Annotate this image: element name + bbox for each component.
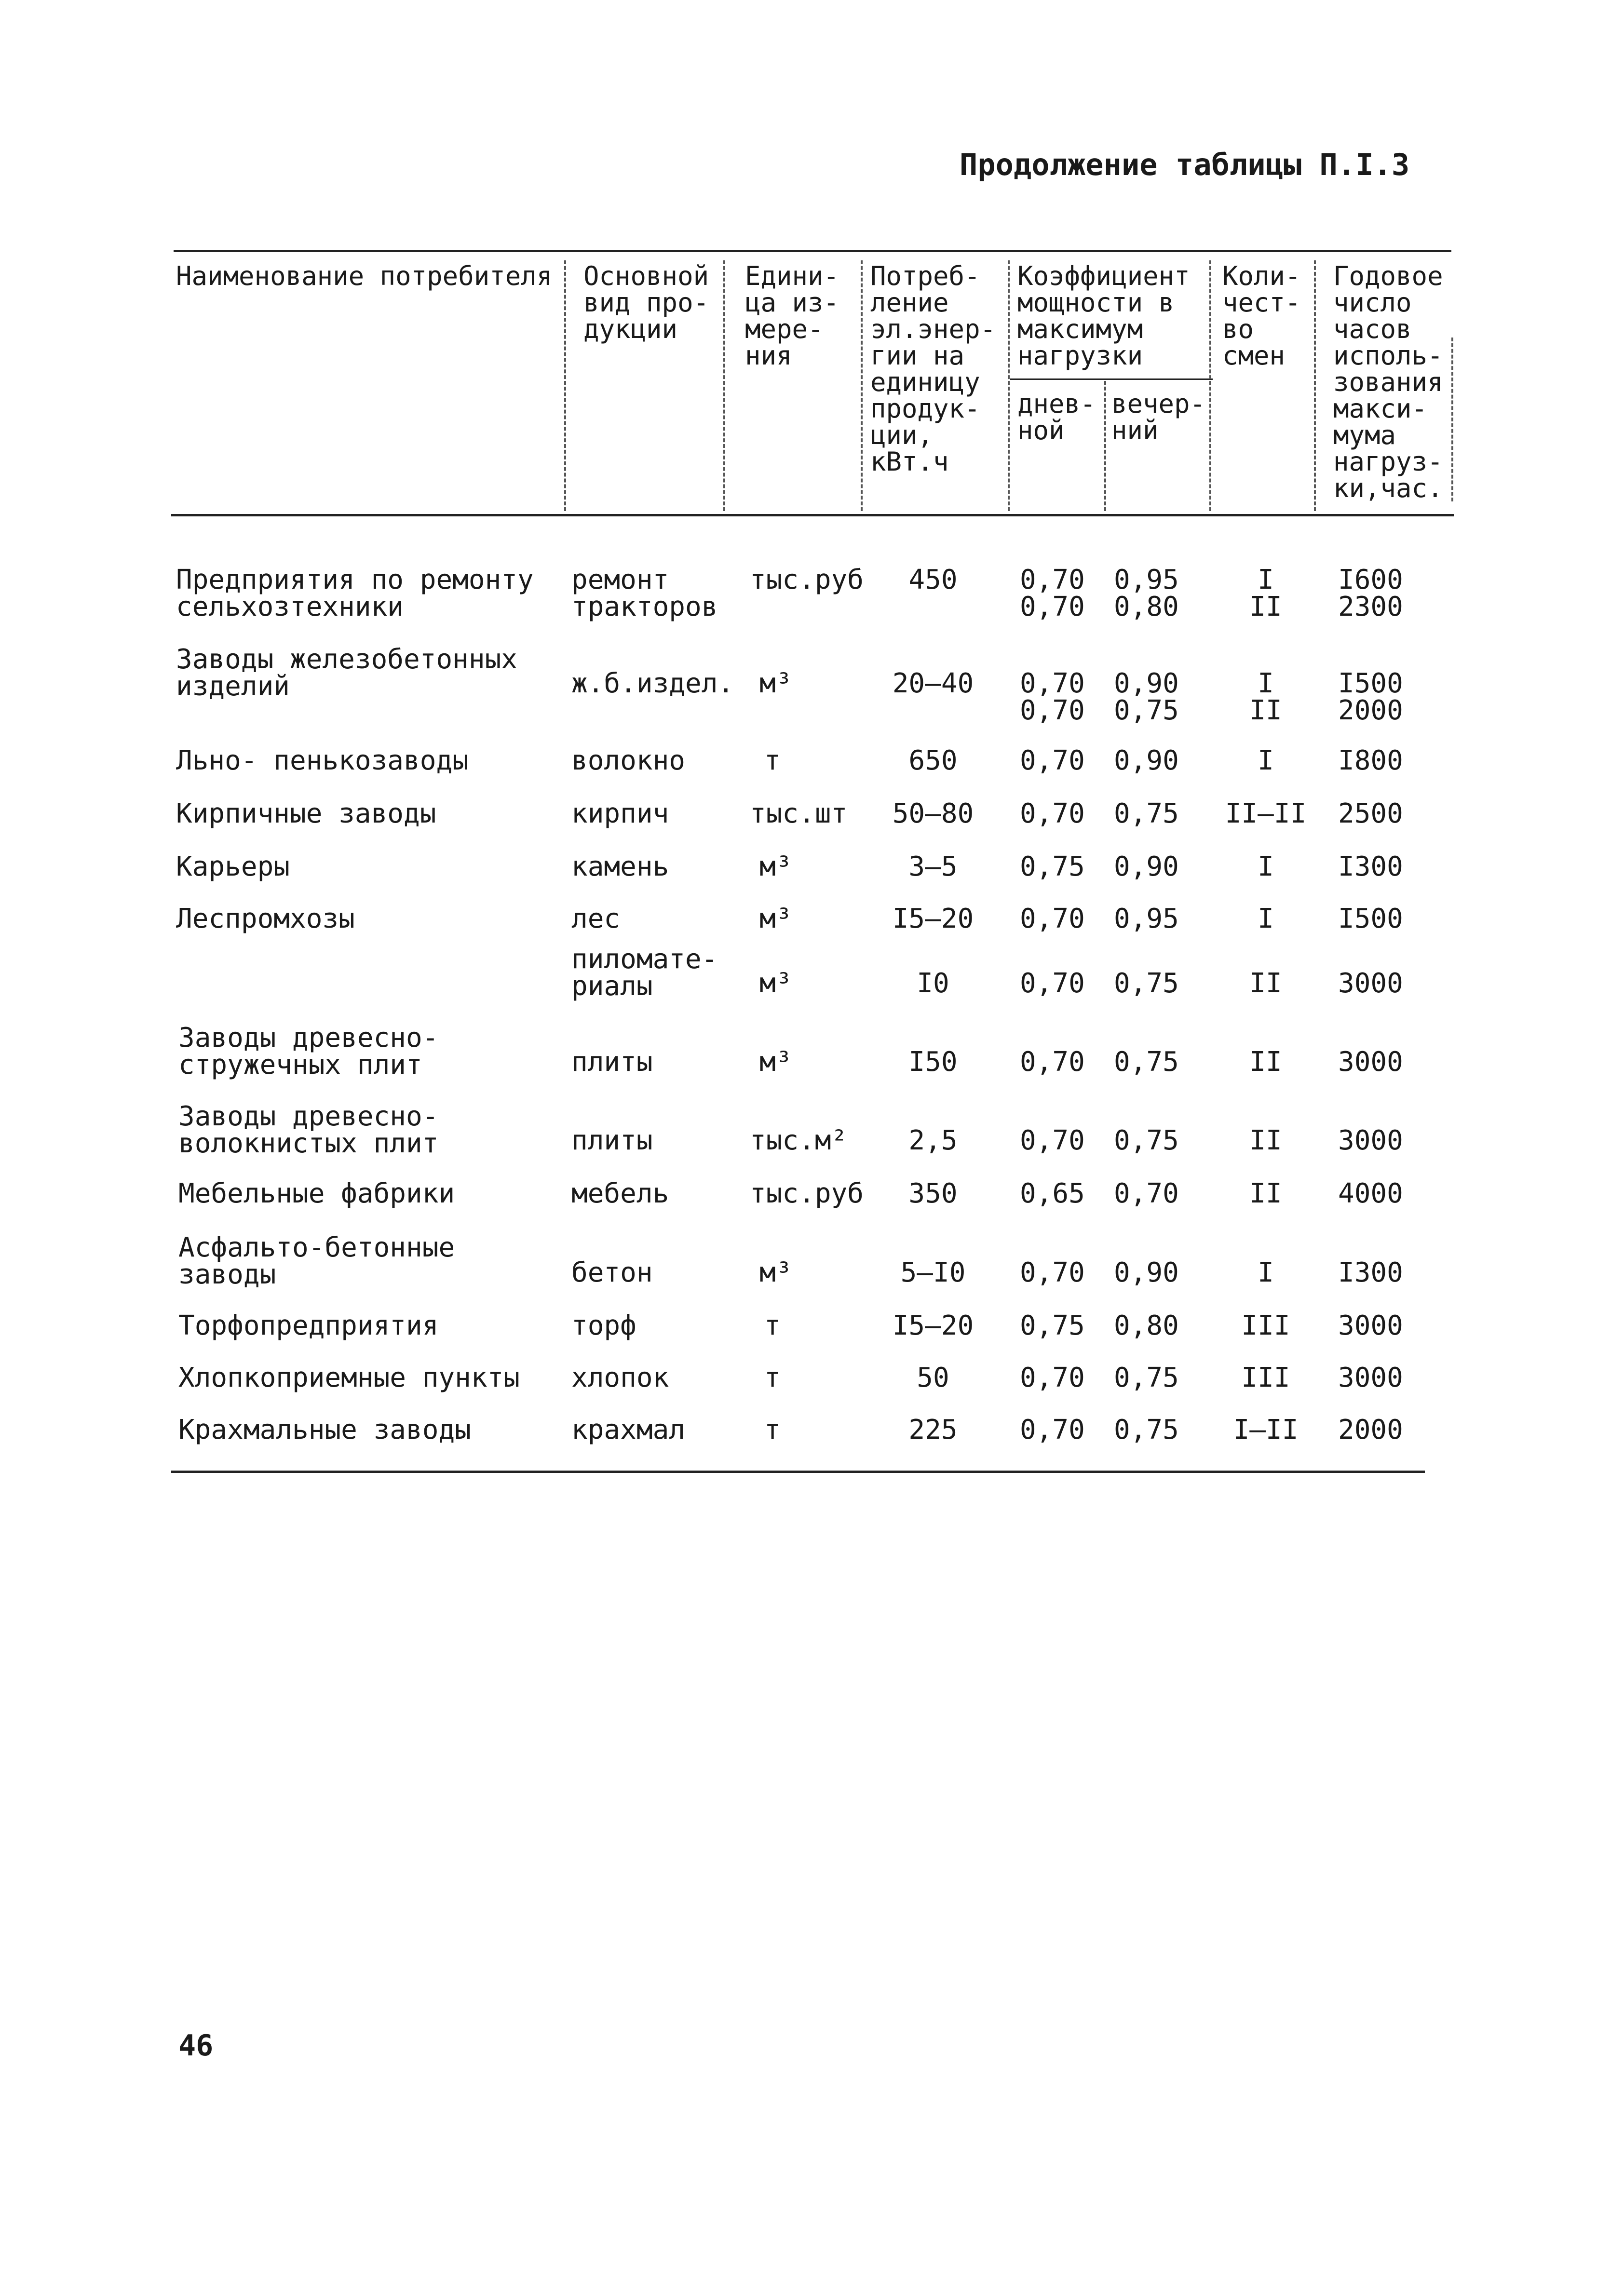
table-row-unit: м³	[759, 903, 792, 934]
table-row-consumption: 2,5	[908, 1125, 958, 1156]
table-row-consumption: I5–20	[892, 903, 974, 934]
table-row-hours: 3000	[1338, 968, 1403, 999]
table-row-product: кирпич	[571, 798, 669, 829]
table-row-hours: I300	[1338, 1257, 1403, 1288]
table-row-coef-day: 0,70	[1020, 1125, 1085, 1156]
col-sep-2	[723, 260, 725, 511]
table-row-shifts: I–II	[1233, 1414, 1299, 1445]
header-power-coefficient: Коэффициент мощности в максимум нагрузки	[1017, 261, 1190, 371]
page-number: 46	[178, 2029, 214, 2063]
table-row-consumption: 450	[908, 564, 958, 595]
table-row-unit: тыс.руб	[750, 1178, 864, 1209]
table-row-name: Торфопредприятия	[178, 1310, 439, 1341]
table-bottom-rule	[171, 1471, 1425, 1473]
table-row-unit: м³	[759, 851, 792, 882]
table-row-name: Карьеры	[176, 851, 290, 882]
table-row-coef-day: 0,70	[1020, 968, 1085, 999]
table-row-hours: I800	[1338, 745, 1403, 776]
table-row-consumption: 3–5	[908, 851, 958, 882]
header-consumer-name: Наименование потребителя	[176, 261, 553, 291]
table-row-product: бетон	[571, 1257, 653, 1288]
table-row-shifts: II	[1249, 1125, 1282, 1156]
table-row-hours: I500	[1338, 903, 1403, 934]
table-row-consumption: 350	[908, 1178, 958, 1209]
table-row-name: Кирпичные заводы	[176, 798, 436, 829]
table-row-coef-day: 0,75	[1020, 1310, 1085, 1341]
table-row-hours: 3000	[1338, 1310, 1403, 1341]
table-row-coef-day: 0,70	[1020, 903, 1085, 934]
table-row-name: Хлопкоприемные пункты	[178, 1362, 520, 1393]
table-row-coef-evening: 0,75	[1114, 1046, 1179, 1078]
table-row-hours: I600 2300	[1338, 564, 1403, 622]
table-row-hours: 2000	[1338, 1414, 1403, 1445]
table-row-product: крахмал	[571, 1414, 686, 1445]
table-row-coef-evening: 0,90 0,75	[1114, 668, 1179, 726]
col-sep-4	[1008, 260, 1010, 511]
table-row-shifts: I	[1258, 903, 1274, 934]
table-row-consumption: 20–40	[892, 668, 974, 699]
table-row-shifts: II–II	[1225, 798, 1307, 829]
table-row-coef-day: 0,70	[1020, 745, 1085, 776]
table-row-coef-day: 0,70 0,70	[1020, 668, 1085, 726]
header-shifts: Коли- чест- во смен	[1222, 261, 1301, 371]
table-row-shifts: I II	[1249, 668, 1282, 726]
col-sep-5	[1104, 381, 1106, 511]
table-row-product: хлопок	[571, 1362, 669, 1393]
table-row-product: лес	[571, 903, 621, 934]
table-row-shifts: II	[1249, 968, 1282, 999]
table-row-unit: тыс.руб	[750, 564, 864, 595]
table-row-consumption: 50–80	[892, 798, 974, 829]
table-row-name: Мебельные фабрики	[178, 1178, 455, 1209]
table-row-coef-day: 0,70	[1020, 1362, 1085, 1393]
table-row-shifts: III	[1241, 1310, 1290, 1341]
table-row-hours: 4000	[1338, 1178, 1403, 1209]
table-row-hours: I500 2000	[1338, 668, 1403, 726]
col-sep-3	[861, 260, 863, 511]
table-row-consumption: I5–20	[892, 1310, 974, 1341]
table-row-name: Крахмальные заводы	[178, 1414, 471, 1445]
table-row-hours: 3000	[1338, 1362, 1403, 1393]
table-row-name: Предприятия по ремонту сельхозтехники	[176, 564, 534, 622]
header-coef-evening: вечер- ний	[1111, 389, 1206, 446]
header-unit: Едини- ца из- мере- ния	[745, 261, 839, 371]
table-row-consumption: 225	[908, 1414, 958, 1445]
table-row-coef-evening: 0,90	[1114, 1257, 1179, 1288]
table-row-product: мебель	[571, 1178, 669, 1209]
table-row-unit: м³	[759, 1257, 792, 1288]
table-row-unit: тыс.шт	[750, 798, 848, 829]
table-row-shifts: I	[1258, 745, 1274, 776]
table-row-unit: тыс.м²	[750, 1125, 848, 1156]
table-row-coef-evening: 0,75	[1114, 798, 1179, 829]
table-row-coef-day: 0,70	[1020, 798, 1085, 829]
table-row-hours: 2500	[1338, 798, 1403, 829]
header-product: Основной вид про- дукции	[583, 261, 709, 344]
header-coef-day: днев- ной	[1017, 389, 1096, 446]
table-row-coef-evening: 0,95	[1114, 903, 1179, 934]
table-row-unit: м³	[759, 1046, 792, 1078]
table-row-hours: 3000	[1338, 1046, 1403, 1078]
table-row-coef-evening: 0,80	[1114, 1310, 1179, 1341]
coef-subheader-rule	[1010, 378, 1213, 380]
table-row-coef-evening: 0,90	[1114, 745, 1179, 776]
table-row-name: Льно- пенькозаводы	[176, 745, 469, 776]
header-bottom-rule	[171, 514, 1454, 516]
table-row-name: Асфальто-бетонные заводы	[178, 1232, 455, 1290]
table-row-consumption: I0	[917, 968, 949, 999]
table-row-shifts: III	[1241, 1362, 1290, 1393]
table-row-shifts: I	[1258, 1257, 1274, 1288]
table-row-product: торф	[571, 1310, 636, 1341]
table-top-rule	[174, 250, 1451, 252]
header-consumption: Потреб- ление эл.энер- гии на единицу продук- ции, кВт.ч	[870, 261, 996, 477]
table-row-shifts: II	[1249, 1046, 1282, 1078]
table-row-name: Заводы древесно- волокнистых плит	[178, 1101, 439, 1159]
table-caption: Продолжение таблицы П.I.3	[960, 147, 1410, 182]
table-row-coef-day: 0,70	[1020, 1046, 1085, 1078]
table-row-product: ремонт тракторов	[571, 564, 718, 622]
table-row-unit: т	[764, 1362, 781, 1393]
table-row-unit: т	[764, 745, 781, 776]
table-row-product: камень	[571, 851, 669, 882]
table-row-coef-day: 0,70	[1020, 1414, 1085, 1445]
header-annual-hours: Годовое число часов исполь- зования макси- мума нагруз- ки,час.	[1333, 261, 1443, 503]
table-row-product: плиты	[571, 1046, 653, 1078]
table-row-coef-evening: 0,95 0,80	[1114, 564, 1179, 622]
table-row-name: Заводы древесно- стружечных плит	[178, 1022, 439, 1080]
table-row-product: ж.б.издел.	[571, 668, 734, 699]
table-row-name: Леспромхозы	[176, 903, 355, 934]
table-row-coef-evening: 0,75	[1114, 1125, 1179, 1156]
table-row-coef-day: 0,65	[1020, 1178, 1085, 1209]
table-row-coef-day: 0,75	[1020, 851, 1085, 882]
table-row-name: Заводы железобетонных изделий	[176, 644, 518, 702]
col-sep-8	[1451, 338, 1453, 501]
table-row-coef-evening: 0,90	[1114, 851, 1179, 882]
table-row-unit: м³	[759, 668, 792, 699]
table-row-consumption: 50	[917, 1362, 949, 1393]
table-row-product: плиты	[571, 1125, 653, 1156]
table-row-coef-evening: 0,75	[1114, 968, 1179, 999]
table-row-consumption: 650	[908, 745, 958, 776]
col-sep-6	[1209, 260, 1211, 511]
col-sep-1	[564, 260, 566, 511]
table-row-product: пиломате- риалы	[571, 944, 718, 1002]
table-row-coef-evening: 0,70	[1114, 1178, 1179, 1209]
table-row-product: волокно	[571, 745, 686, 776]
table-row-consumption: I50	[908, 1046, 958, 1078]
table-row-hours: 3000	[1338, 1125, 1403, 1156]
table-row-coef-evening: 0,75	[1114, 1414, 1179, 1445]
table-row-coef-day: 0,70	[1020, 1257, 1085, 1288]
table-row-hours: I300	[1338, 851, 1403, 882]
table-row-shifts: I II	[1249, 564, 1282, 622]
col-sep-7	[1314, 260, 1316, 511]
table-row-shifts: II	[1249, 1178, 1282, 1209]
table-row-unit: т	[764, 1310, 781, 1341]
table-row-shifts: I	[1258, 851, 1274, 882]
table-row-consumption: 5–I0	[900, 1257, 966, 1288]
table-row-unit: т	[764, 1414, 781, 1445]
table-row-coef-evening: 0,75	[1114, 1362, 1179, 1393]
table-row-coef-day: 0,70 0,70	[1020, 564, 1085, 622]
table-row-unit: м³	[759, 968, 792, 999]
